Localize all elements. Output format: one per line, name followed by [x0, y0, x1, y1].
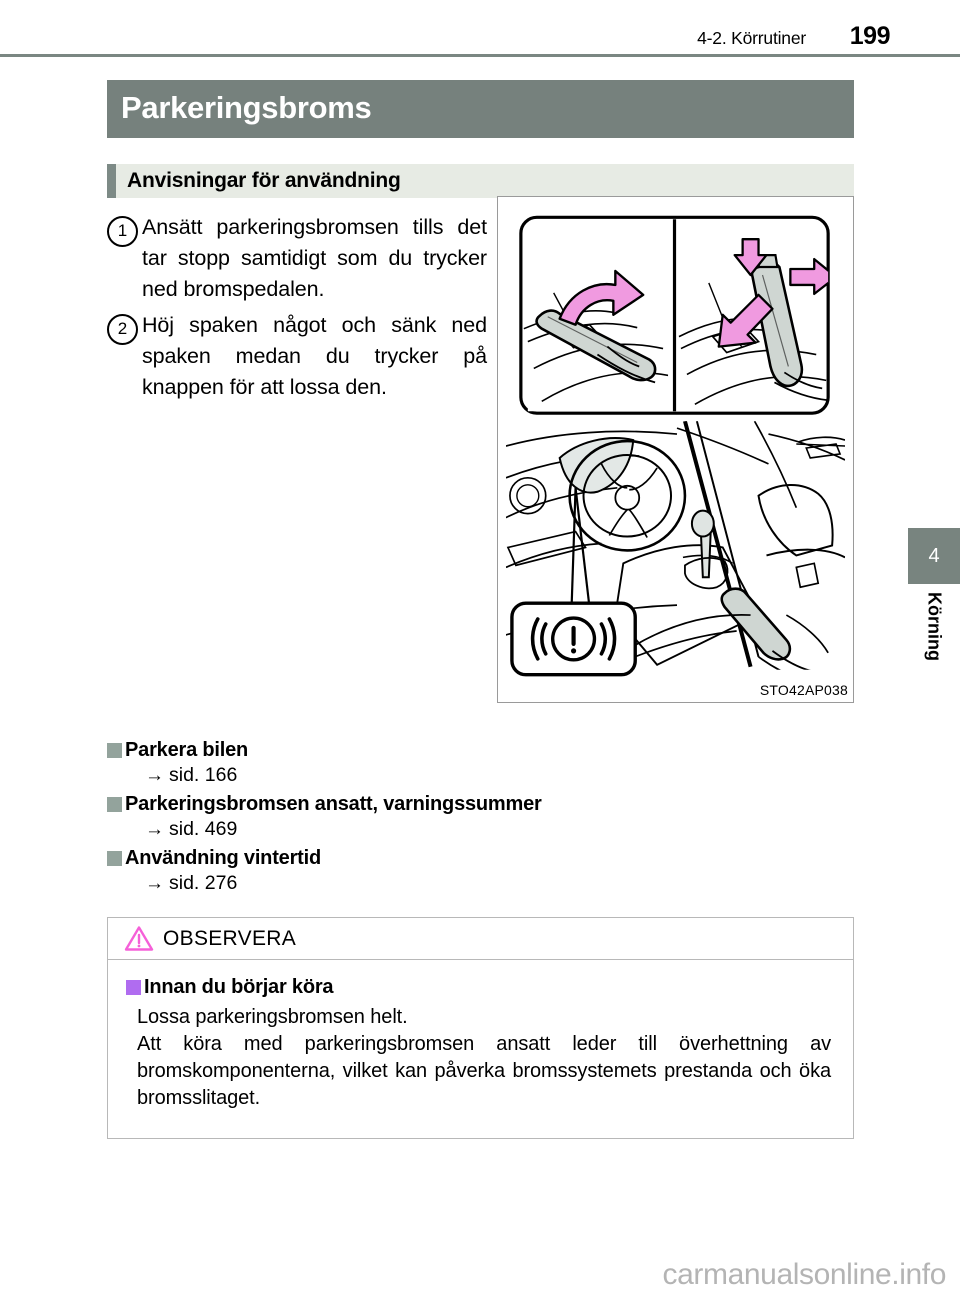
- step-marker-2: 2: [107, 314, 138, 345]
- reference-item: [107, 793, 854, 841]
- step-text-2: Höj spaken något och sänk ned spaken medan du trycker på knappen för att lossa den.: [142, 313, 487, 399]
- watermark: carmanualsonline.info: [662, 1258, 946, 1291]
- page-number: 199: [849, 22, 890, 50]
- step-text-1: Ansätt parkeringsbromsen tills det tar stopp samtidigt som du trycker ned bromspedalen.: [142, 215, 487, 301]
- notice-title: OBSERVERA: [163, 926, 297, 950]
- chapter-title: 4-2. Körrutiner: [697, 28, 806, 48]
- arrow-right-icon: →: [145, 819, 164, 840]
- square-bullet-icon: [126, 980, 141, 995]
- reference-title: Användning vintertid: [125, 847, 322, 869]
- section-title: Parkeringsbroms: [107, 80, 854, 138]
- reference-title: Parkera bilen: [125, 739, 249, 761]
- reference-heading: [107, 793, 854, 816]
- square-bullet-icon: [107, 851, 122, 866]
- illustration-parking-brake: [497, 196, 854, 703]
- reference-title: Parkeringsbromsen ansatt, varningssummer: [125, 793, 542, 815]
- running-header: [0, 22, 890, 51]
- brake-warning-callout: [512, 488, 635, 675]
- step-item: [107, 212, 487, 305]
- page-content: [107, 80, 854, 1139]
- reference-heading: [107, 847, 854, 870]
- subsection-heading-label: Anvisningar för användning: [127, 169, 401, 192]
- step-marker-1: 1: [107, 216, 138, 247]
- reference-page-line[interactable]: [107, 764, 854, 787]
- header-rule: [0, 54, 960, 57]
- reference-item: [107, 739, 854, 787]
- reference-page-line[interactable]: [107, 872, 854, 895]
- notice-header: [108, 918, 853, 960]
- arrow-right-icon: →: [145, 873, 164, 894]
- reference-page: sid. 276: [169, 872, 238, 894]
- instruction-area: [107, 212, 854, 727]
- reference-heading: [107, 739, 854, 762]
- reference-list: [107, 739, 854, 895]
- reference-item: [107, 847, 854, 895]
- reference-page: sid. 166: [169, 764, 238, 786]
- notice-line-1: Lossa parkeringsbromsen helt.: [137, 1006, 408, 1028]
- notice-body: [108, 960, 853, 1138]
- reference-page: sid. 469: [169, 818, 238, 840]
- step-list: [107, 212, 487, 403]
- notice-subtitle: Innan du börjar köra: [144, 976, 334, 998]
- notice-box: [107, 917, 854, 1139]
- thumb-tab-label: Körning: [924, 592, 945, 661]
- thumb-tab-number: 4: [908, 528, 960, 584]
- arrow-right-icon: →: [145, 765, 164, 786]
- subsection-heading: [107, 164, 854, 198]
- square-bullet-icon: [107, 743, 122, 758]
- notice-subheading: [126, 976, 831, 999]
- square-bullet-icon: [107, 797, 122, 812]
- illustration-code: STO42AP038: [759, 682, 848, 698]
- inset-panels: [521, 217, 836, 413]
- notice-line-2: Att köra med parkeringsbromsen ansatt leder till överhettning av bromskomponenterna, vilket kan påverka bromssystemets prestanda och öka bromsslitaget.: [137, 1033, 831, 1109]
- illustration-svg: [498, 197, 853, 702]
- step-item: [107, 310, 487, 403]
- reference-page-line[interactable]: [107, 818, 854, 841]
- warning-triangle-icon: [124, 925, 154, 952]
